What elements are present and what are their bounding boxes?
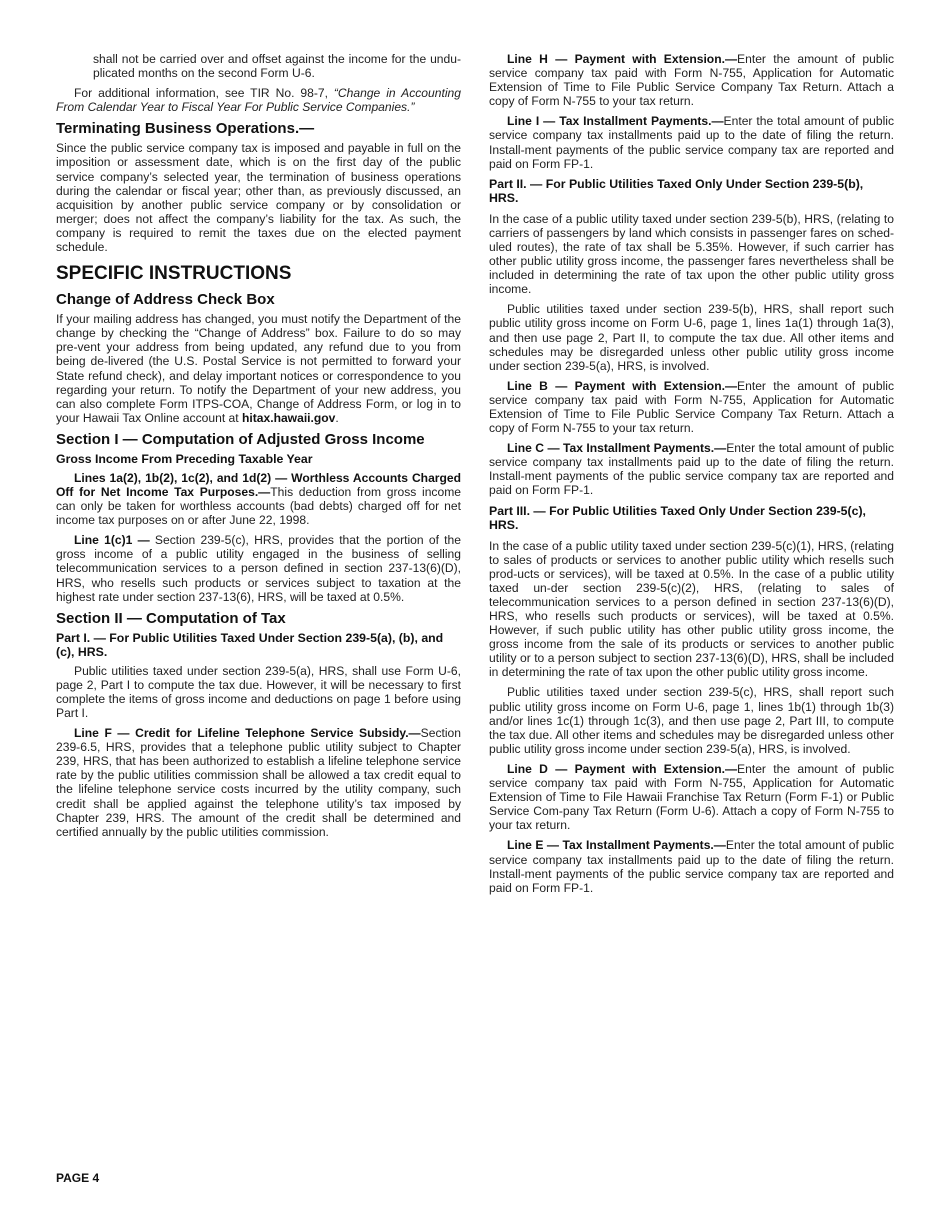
part-3-paragraph-1: In the case of a public utility taxed under section 239-5(c)(1), HRS, (relating to sales of products or services to another public utility which resells such prod-ucts or services), will be taxed at 0.5%. In the case of a public utility taxed un-der section 239-5(c)(2), HRS, (relating to sales of telecommunication services to a person defined in section 237-13(6)(D), HRS, who resells such products or services), will be taxed at 0.5%. However, if such public utility has other public utility gross income, the gross income from the sale of its products or services to another public utility or to a person subject to section 237-13(6)(D), HRS, shall be included in determining the rate of tax upon the other public utility gross income. — [489, 538, 894, 680]
terminating-business-heading: Terminating Business Operations.— — [56, 120, 315, 138]
terminating-business-body: Since the public service company tax is imposed and payable in full on the imposition or assessment date, which is on the first day of the public service company’s selected year, the termination of business operations during the calendar or fiscal year; other than, as previously discussed, an acquisition by another public service company or by consolidation or merger; does not affect the company’s liability for the tax. As such, the company is required to remit the taxes due on the elected payment schedule. — [56, 141, 461, 255]
line-e-paragraph: Line E — Tax Installment Payments.—Enter the total amount of public service company tax installments paid up to the date of filing the return. Install-ment payments of the public service company tax are reported and paid on Form FP-1. — [489, 838, 894, 895]
section-1-heading: Section I — Computation of Adjusted Gross Income — [56, 430, 425, 448]
line-i-paragraph: Line I — Tax Installment Payments.—Enter the total amount of public service company tax installments paid up to the date of filing the return. Install-ment payments of the public service company tax are reported and paid on Form FP-1. — [489, 114, 894, 171]
tir-reference: “Change in Accounting From Calendar Year to Fiscal Year For Public Service Companies.” — [56, 86, 461, 115]
part-1-body: Public utilities taxed under section 239-5(a), HRS, shall use Form U-6, page 2, Part I to compute the tax due. However, it will be necessary to first complete the items of gross income and deductions on page 1 before using Part I. — [56, 663, 461, 720]
specific-instructions-heading: SPECIFIC INSTRUCTIONS — [56, 263, 292, 285]
part-2-paragraph-2: Public utilities taxed under section 239-5(b), HRS, shall report such public utility gross income on Form U-6, page 1, lines 1a(1) through 1a(3), and then use page 2, Part II, to compute the tax due. All other items and schedules may be disregarded unless other public utility gross income under section 239-5(a), HRS, is involved. — [489, 302, 894, 373]
lines-1a2-paragraph: Lines 1a(2), 1b(2), 1c(2), and 1d(2) — Worthless Accounts Charged Off for Net Income Tax Purposes.—This deduction from gross income can only be taken for worthless accounts (bad debts) charged off for net income tax purposes on or after June 22, 1998. — [56, 470, 462, 528]
line-h-paragraph: Line H — Payment with Extension.—Enter the amount of public service company tax paid with Form N-755, Application for Automatic Extension of Time to File Public Service Company Tax Return. Attach a copy of Form N-755 to your tax return. — [489, 52, 894, 109]
gross-income-subheading: Gross Income From Preceding Taxable Year — [56, 451, 313, 466]
page-number: PAGE 4 — [56, 1171, 100, 1185]
part-3-heading: Part III. — For Public Utilities Taxed Only Under Section 239-5(c), HRS. — [489, 503, 866, 532]
change-of-address-body: If your mailing address has changed, you must notify the Department of the change by checking the “Change of Address” box. Failure to do so may pre-vent your address from being updated, any refund due to you from being de-livered (the U.S. Postal Service is not permitted to forward your State refund check), and delay important notices or correspondence to you regarding your return. To notify the Department of your new address, you can also complete Form ITPS-COA, Change of Address Form, or log in to your Hawaii Tax Online account at hitax.hawaii.gov. — [56, 312, 461, 425]
part-2-heading: Part II. — For Public Utilities Taxed Only Under Section 239-5(b), HRS. — [489, 176, 864, 205]
part-1-heading: Part I. — For Public Utilities Taxed Under Section 239-5(a), (b), and (c), HRS. — [56, 630, 444, 659]
continued-paragraph: shall not be carried over and offset against the income for the undu-plicated months on the second Form U-6. — [93, 52, 461, 81]
line-c-paragraph: Line C — Tax Installment Payments.—Enter the total amount of public service company tax installments paid up to the date of filing the return. Install-ment payments of the public service company tax are reported and paid on Form FP-1. — [489, 441, 894, 498]
section-2-heading: Section II — Computation of Tax — [56, 609, 286, 627]
change-of-address-heading: Change of Address Check Box — [56, 291, 275, 309]
left-column — [56, 52, 461, 845]
line-d-paragraph: Line D — Payment with Extension.—Enter the amount of public service company tax paid with Form N-755, Application for Automatic Extension of Time to File Hawaii Franchise Tax Return (Form F-1) or Public Service Com-pany Tax Return (Form U-6). Attach a copy of Form N-755 to your tax return. — [489, 761, 894, 833]
line-b-paragraph: Line B — Payment with Extension.—Enter the amount of public service company tax paid with Form N-755, Application for Automatic Extension of Time to File Public Service Company Tax Return. Attach a copy of Form N-755 to your tax return. — [489, 378, 894, 436]
additional-info-paragraph: For additional information, see TIR No. 98-7, “Change in Accounting From Calendar Year to Fiscal Year For Public Service Companies.” — [56, 86, 461, 115]
line-1c1-paragraph: Line 1(c)1 — Section 239-5(c), HRS, provides that the portion of the gross income of a public utility engaged in the business of selling telecommunication services to a person defined in section 237-13(6)(D), HRS, who resells such products or services subject to taxation at the highest rate under section 237-13(6), HRS, will be taxed at 0.5%. — [56, 533, 461, 604]
part-2-paragraph-1: In the case of a public utility taxed under section 239-5(b), HRS, (relating to carriers of passengers by land which consists in passenger fares on sched-uled routes), the rate of tax shall be 5.35%. However, if such carrier has other public utility gross income, the passenger fares nevertheless shall be included in determining the rate of tax upon the other public utility gross income. — [489, 211, 894, 297]
part-3-paragraph-2: Public utilities taxed under section 239-5(c), HRS, shall report such public utility gross income on Form U-6, page 1, lines 1b(1) through 1b(3) and/or lines 1c(1) through 1c(3), and then use page 2, Part III, to compute the tax due. All other items and schedules may be disregarded unless other public utility gross income under section 239-5(a), HRS, is involved. — [489, 685, 894, 756]
line-f-paragraph: Line F — Credit for Lifeline Telephone Service Subsidy.—Section 239-6.5, HRS, provides that a telephone public utility subject to Chapter 239, HRS, that has been authorized to establish a lifeline telephone service rate by the public utilities commission shall be allowed a tax credit equal to the lifeline telephone service costs incurred by the utility company, such credit shall be applied against the telephone utility’s tax imposed by Chapter 239, HRS. The amount of the credit shall be determined and certified annually by the public utilities commission. — [56, 726, 461, 839]
hitax-link[interactable]: hitax.hawaii.gov — [241, 410, 336, 425]
right-column — [489, 52, 894, 901]
